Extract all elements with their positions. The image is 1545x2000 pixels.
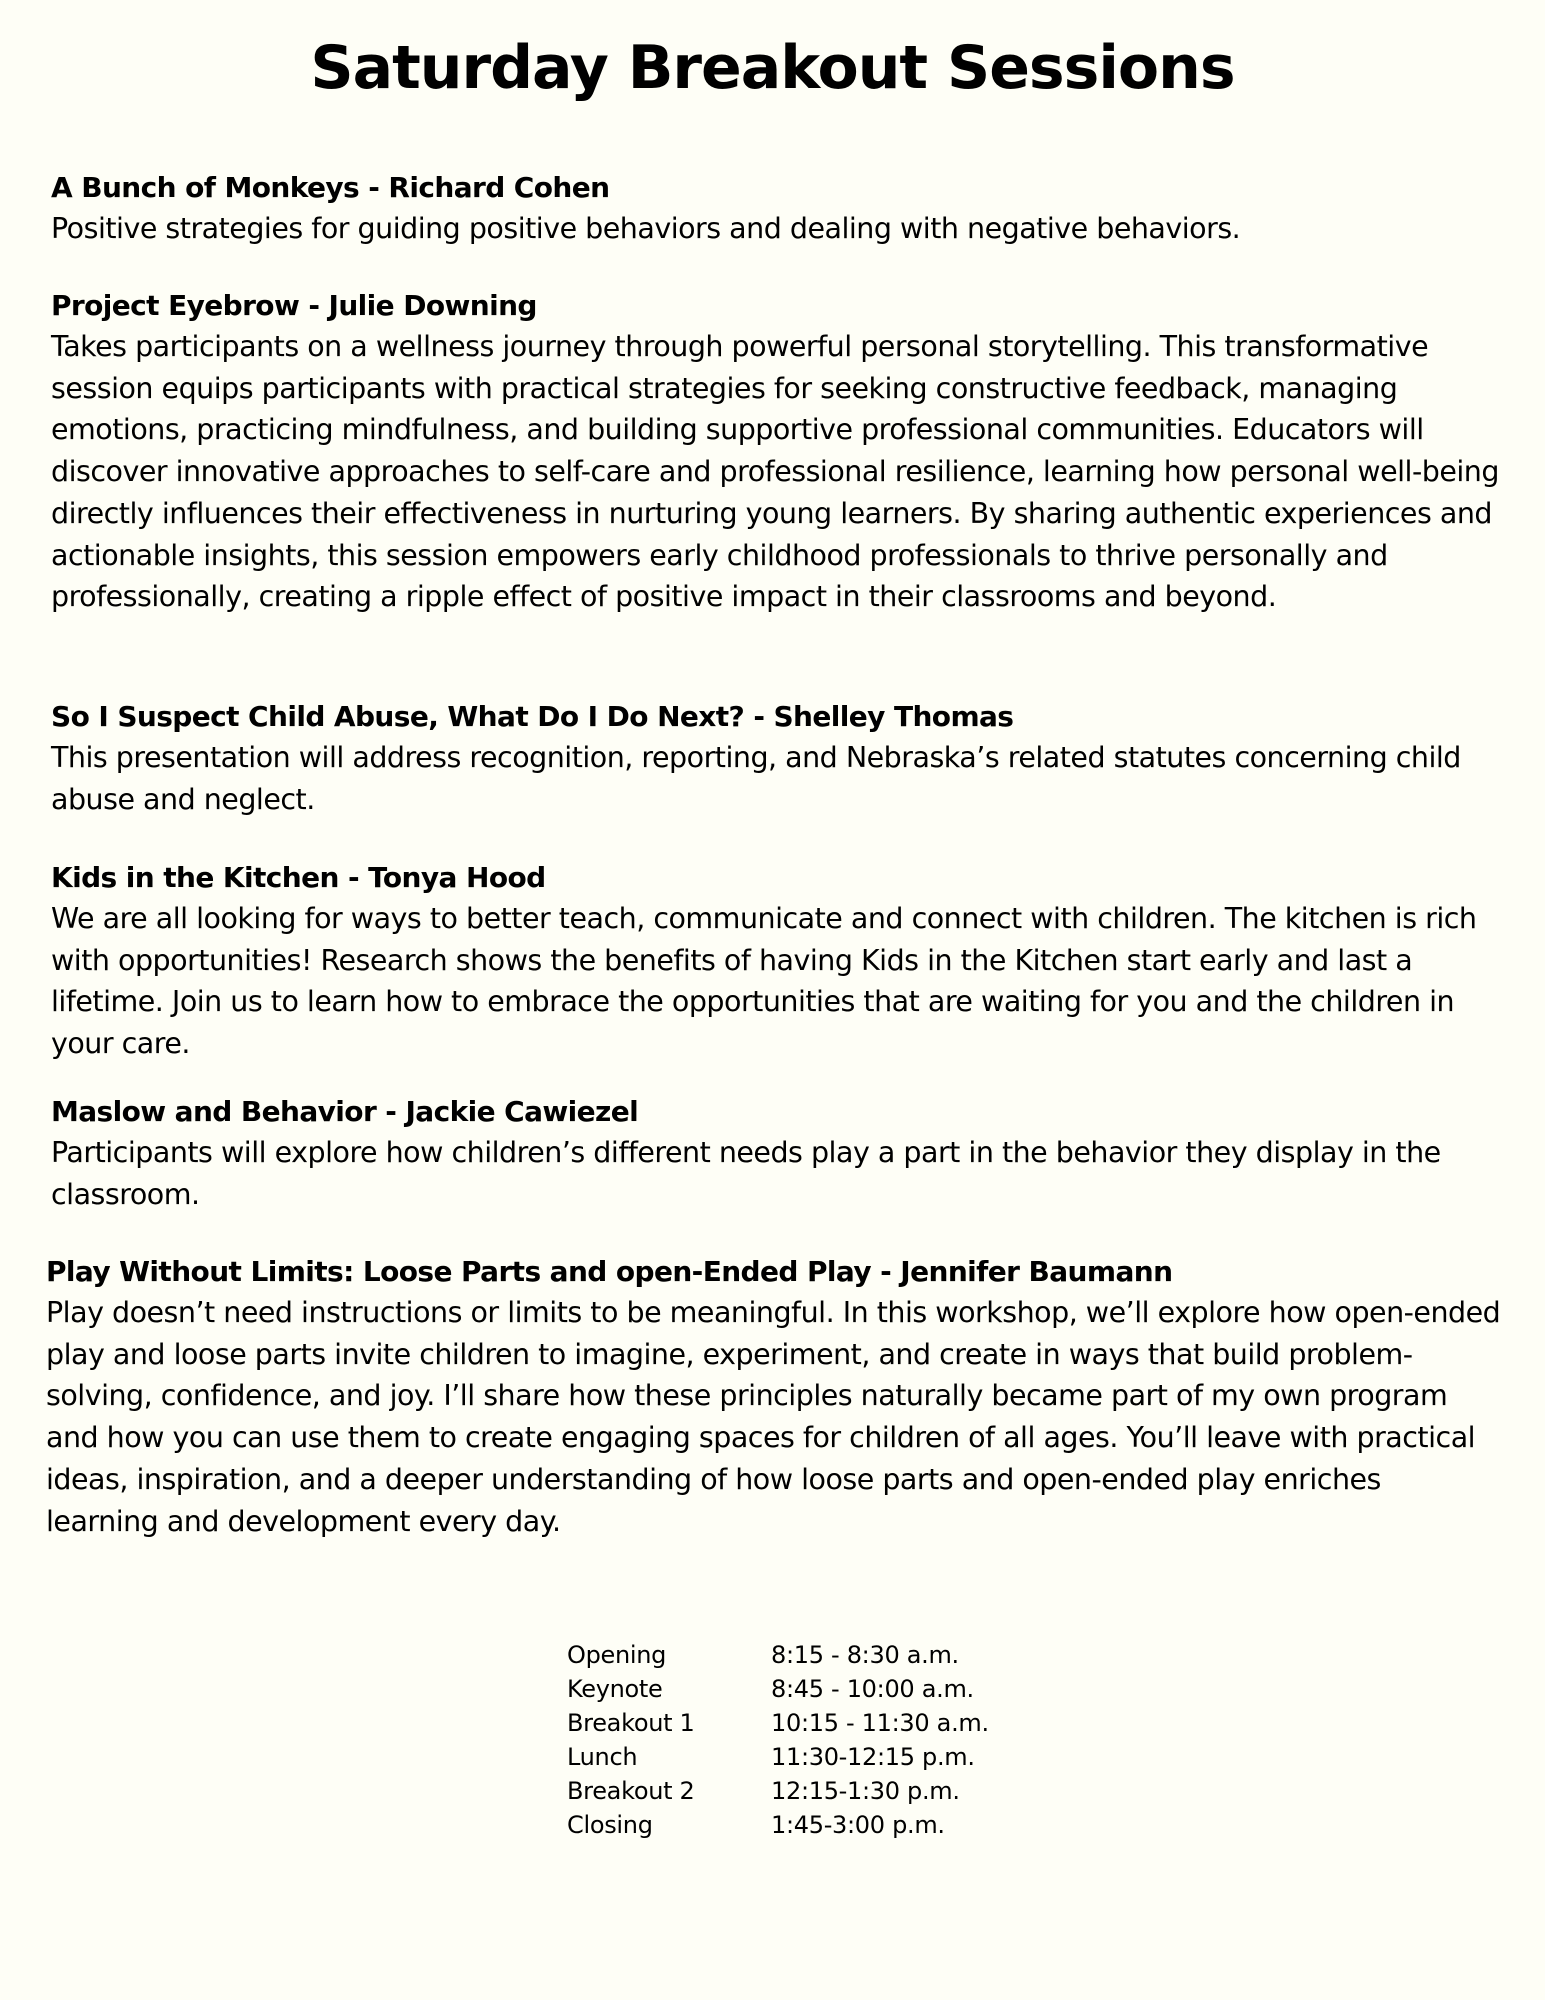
page-title: Saturday Breakout Sessions [310,33,1235,103]
schedule-event: Opening [567,1641,667,1669]
session-title: So I Suspect Child Abuse, What Do I Do Next? - Shelley Thomas [51,700,1014,733]
schedule-time: 10:15 - 11:30 a.m. [771,1709,989,1737]
schedule-row [567,1808,989,1842]
session-title: Kids in the Kitchen - Tonya Hood [51,861,546,894]
session-title: A Bunch of Monkeys - Richard Cohen [51,171,610,204]
session-title: Project Eyebrow - Julie Downing [51,289,537,322]
session-description: We are all looking for ways to better teach, communicate and connect with children. The kitchen is rich with opportunities! Research shows the benefits of having Kids in the Kitchen start early and last a lifetime. Join us to learn how to embrace the opportunities that are waiting for you and the children in your care. [51,902,1477,1061]
schedule-row [567,1774,989,1808]
schedule-row [567,1706,989,1740]
session-description: Play doesn’t need instructions or limits to be meaningful. In this workshop, we’ll explore how open-ended play and loose parts invite children to imagine, experiment, and create in ways that build problem-solving, confidence, and joy. I’ll share how these principles naturally became part of my own program and how you can use them to create engaging spaces for children of all ages. You’ll leave with practical ideas, inspiration, and a deeper understanding of how loose parts and open-ended play enriches learning and development every day. [46,1296,1501,1538]
schedule-row [567,1672,989,1706]
session-maslow-and-behavior [51,1092,1501,1215]
schedule-table [567,1638,989,1842]
session-project-eyebrow [51,286,1501,618]
session-title: Maslow and Behavior - Jackie Cawiezel [51,1095,639,1128]
session-description: This presentation will address recognition, reporting, and Nebraska’s related statutes concerning child abuse and neglect. [51,741,1461,816]
session-title: Play Without Limits: Loose Parts and open-Ended Play - Jennifer Baumann [46,1255,1173,1288]
session-a-bunch-of-monkeys [51,168,1501,250]
schedule-time: 8:45 - 10:00 a.m. [771,1675,974,1703]
session-kids-in-the-kitchen [51,858,1501,1065]
schedule-event: Breakout 2 [567,1777,695,1805]
schedule-time: 12:15-1:30 p.m. [771,1777,960,1805]
session-description: Participants will explore how children’s different needs play a part in the behavior they display in the classroom. [51,1136,1441,1211]
schedule-time: 11:30-12:15 p.m. [771,1743,975,1771]
session-description: Takes participants on a wellness journey through powerful personal storytelling. This transformative session equips participants with practical strategies for seeking constructive feedback, managing emotions, practicing mindfulness, and building supportive professional communities. Educators will discover innovative approaches to self-care and professional resilience, learning how personal well-being directly influences their effectiveness in nurturing young learners. By sharing authentic experiences and actionable insights, this session empowers early childhood professionals to thrive personally and professionally, creating a ripple effect of positive impact in their classrooms and beyond. [51,330,1499,614]
session-play-without-limits [46,1252,1501,1542]
session-description: Positive strategies for guiding positive behaviors and dealing with negative behaviors. [51,212,1241,245]
schedule-event: Lunch [567,1743,638,1771]
schedule-time: 1:45-3:00 p.m. [771,1811,945,1839]
schedule-row [567,1638,989,1672]
session-child-abuse [51,697,1501,820]
schedule-event: Keynote [567,1675,663,1703]
schedule-event: Breakout 1 [567,1709,695,1737]
schedule-event: Closing [567,1811,653,1839]
schedule-time: 8:15 - 8:30 a.m. [771,1641,959,1669]
schedule-row [567,1740,989,1774]
